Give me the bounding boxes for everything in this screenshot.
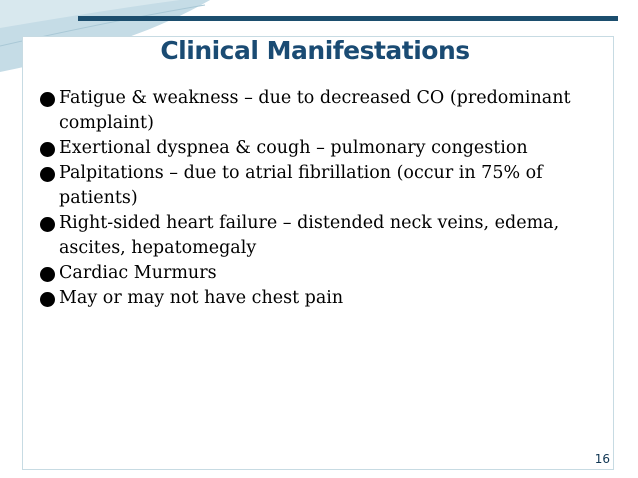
top-rule <box>78 16 618 21</box>
bullet-icon <box>40 292 55 307</box>
bullet-item <box>40 286 602 311</box>
bullet-text: Palpitations – due to atrial fibrillation (occur in 75% of patients) <box>59 163 543 208</box>
bullet-item <box>40 211 602 261</box>
bullet-icon <box>40 92 55 107</box>
bullet-text: Cardiac Murmurs <box>59 263 217 283</box>
bullet-item <box>40 136 602 161</box>
bullet-text: Right-sided heart failure – distended neck veins, edema, ascites, hepatomegaly <box>59 213 560 258</box>
bullet-icon <box>40 142 55 157</box>
bullet-text: May or may not have chest pain <box>59 288 344 308</box>
bullet-list <box>40 86 602 311</box>
bullet-item <box>40 86 602 136</box>
bullet-text: Fatigue & weakness – due to decreased CO (predominant complaint) <box>59 88 571 133</box>
slide-title: Clinical Manifestations <box>160 36 470 65</box>
bullet-icon <box>40 267 55 282</box>
bullet-icon <box>40 217 55 232</box>
bullet-icon <box>40 167 55 182</box>
bullet-item <box>40 261 602 286</box>
bullet-item <box>40 161 602 211</box>
page-number: 16 <box>594 452 610 466</box>
bullet-text: Exertional dyspnea & cough – pulmonary congestion <box>59 138 528 158</box>
